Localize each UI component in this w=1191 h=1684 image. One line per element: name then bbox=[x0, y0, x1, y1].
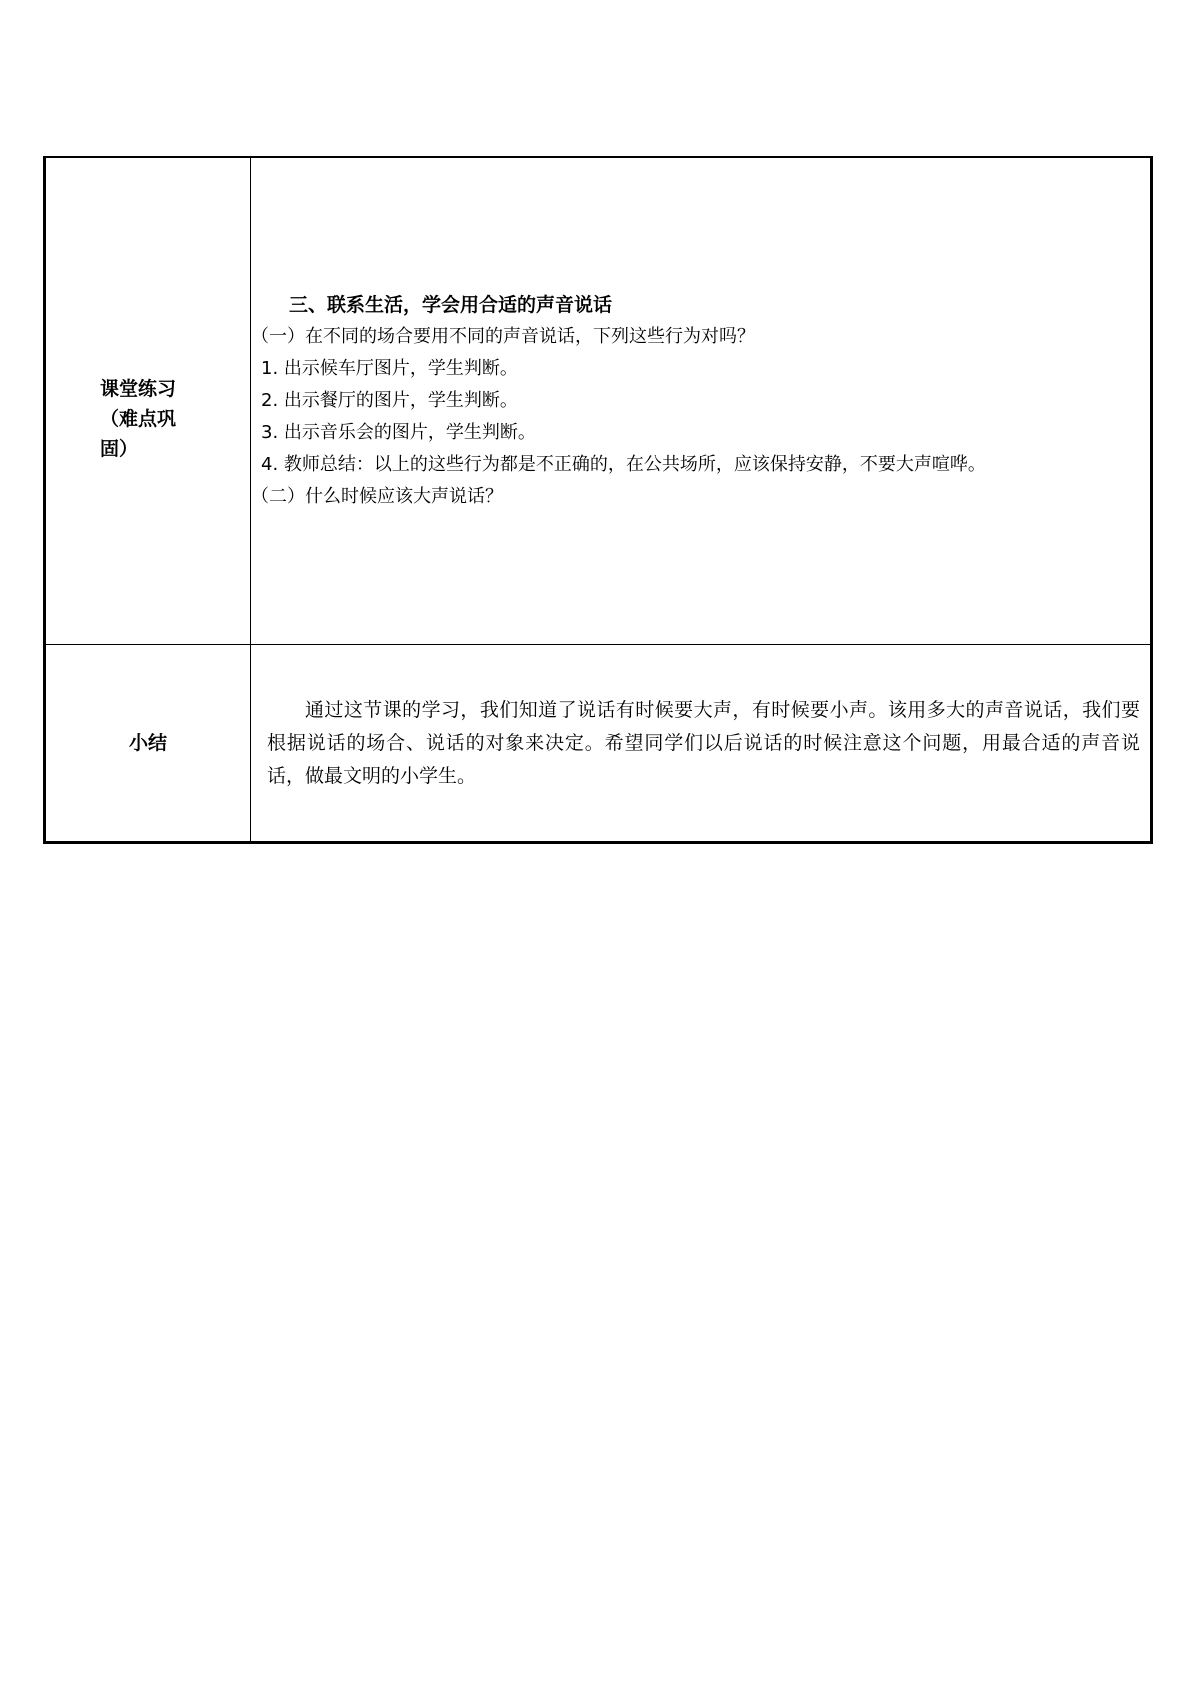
practice-label-line-3: 固） bbox=[100, 438, 139, 460]
summary-label: 小结 bbox=[45, 645, 251, 843]
practice-row bbox=[45, 157, 1152, 645]
practice-heading: 三、联系生活，学会用合适的声音说话 bbox=[289, 294, 613, 316]
practice-subheading-1: （一）在不同的场合要用不同的声音说话，下列这些行为对吗？ bbox=[251, 326, 755, 347]
lesson-plan-table bbox=[43, 156, 1153, 844]
summary-text: 通过这节课的学习，我们知道了说话有时候要大声，有时候要小声。该用多大的声音说话，我们要根据说话的场合、说话的对象来决定。希望同学们以后说话的时候注意这个问题，用最合适的声音说话，做最文明的小学生。 bbox=[267, 698, 1140, 787]
practice-content-cell bbox=[251, 157, 1152, 645]
practice-label-line-1: 课堂练习 bbox=[100, 378, 177, 400]
summary-content-cell bbox=[251, 645, 1152, 843]
practice-item-4: 4. 教师总结：以上的这些行为都是不正确的，在公共场所，应该保持安静，不要大声喧哗。 bbox=[261, 454, 986, 475]
practice-label-line-2: （难点巩 bbox=[100, 408, 177, 430]
practice-item-3: 3. 出示音乐会的图片，学生判断。 bbox=[261, 422, 536, 443]
practice-item-1: 1. 出示候车厅图片，学生判断。 bbox=[261, 358, 518, 379]
summary-row bbox=[45, 645, 1152, 843]
practice-label-cell bbox=[45, 157, 251, 645]
practice-subheading-2: （二）什么时候应该大声说话？ bbox=[251, 486, 503, 507]
practice-item-2: 2. 出示餐厅的图片，学生判断。 bbox=[261, 390, 518, 411]
